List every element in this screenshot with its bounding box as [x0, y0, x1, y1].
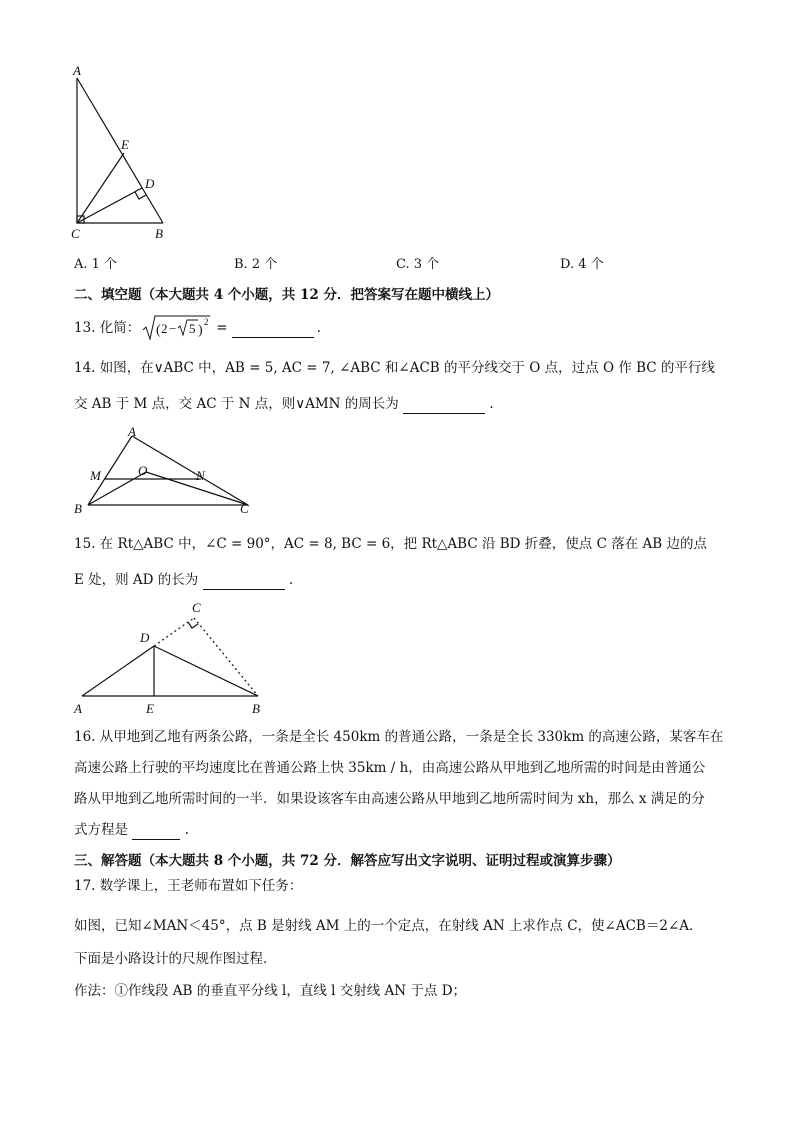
- q15-end: .: [288, 572, 294, 588]
- choice-d: D. 4 个: [560, 257, 604, 272]
- label-e: E: [121, 137, 129, 152]
- q15-line2: [74, 571, 293, 590]
- q13: [74, 314, 321, 342]
- svg-text:(: (: [156, 323, 161, 338]
- figure-q12: [66, 60, 186, 245]
- q15-line1: 15. 在 Rt△ABC 中，∠C = 90°，AC = 8, BC = 6，把 Rt△ABC 沿 BD 折叠，使点 C 落在 AB 边的点: [74, 536, 707, 552]
- q16-line4: [74, 821, 189, 840]
- q17-line1: 17. 数学课上，王老师布置如下任务：: [74, 878, 303, 894]
- q13-sqrt-expression: [142, 314, 212, 342]
- q15-line2-text: E 处，则 AD 的长为: [74, 572, 199, 588]
- svg-text:2: 2: [161, 321, 168, 336]
- right-angle-d: [135, 192, 146, 199]
- label-b: B: [155, 226, 163, 241]
- section3-heading: 三、解答题（本大题共 8 个小题，共 72 分．解答应写出文字说明、证明过程或演算步骤）: [74, 853, 621, 869]
- segment-ce: [77, 153, 124, 223]
- label-d: D: [140, 630, 150, 645]
- q16-line4-text: 式方程是: [74, 822, 128, 838]
- label-m: M: [90, 468, 101, 483]
- q13-prefix: 13. 化简：: [74, 320, 141, 336]
- q14-answer-blank[interactable]: [403, 395, 485, 414]
- q13-end: .: [316, 320, 321, 336]
- label-b: B: [74, 501, 82, 516]
- segment-ac: [132, 436, 248, 505]
- q16-answer-blank[interactable]: [132, 821, 180, 840]
- segment-ad: [82, 646, 154, 696]
- q14-end: .: [489, 396, 494, 412]
- label-d: D: [145, 176, 155, 191]
- section2-heading: 二、填空题（本大题共 4 个小题，共 12 分．把答案写在题中横线上）: [74, 287, 499, 303]
- label-a: A: [73, 63, 81, 78]
- figure-q14: [68, 420, 268, 520]
- svg-text:5: 5: [189, 321, 196, 336]
- segment-db: [154, 646, 258, 696]
- segment-ab: [77, 78, 163, 223]
- label-n: N: [196, 468, 205, 483]
- right-angle-c: [188, 622, 198, 628]
- svg-text:): ): [198, 323, 203, 338]
- figure-q15: [66, 596, 276, 721]
- choice-a: A. 1 个: [74, 257, 118, 272]
- q14-line1: 14. 如图，在∨ABC 中，AB = 5, AC = 7, ∠ABC 和∠ACB 的平分线交于 O 点，过点 O 作 BC 的平行线: [74, 360, 715, 376]
- choice-c: C. 3 个: [396, 257, 440, 272]
- svg-text:2: 2: [204, 317, 209, 327]
- label-e: E: [146, 701, 154, 716]
- segment-cd: [77, 188, 142, 223]
- label-c: C: [71, 226, 80, 241]
- q17-line4: 作法：①作线段 AB 的垂直平分线 l，直线 l 交射线 AN 于点 D；: [74, 983, 467, 999]
- q17-line3: 下面是小路设计的尺规作图过程．: [74, 951, 277, 967]
- label-c: C: [192, 600, 201, 615]
- q13-equals: =: [216, 320, 228, 336]
- q16-end: .: [184, 822, 189, 838]
- choice-b: B. 2 个: [234, 257, 278, 272]
- label-c: C: [240, 501, 249, 516]
- label-b: B: [252, 701, 260, 716]
- q14-line2: [74, 395, 494, 414]
- segment-cb-dashed: [194, 618, 258, 696]
- label-o: O: [138, 463, 148, 478]
- label-a: A: [128, 424, 136, 439]
- q16-line3: 路从甲地到乙地所需时间的一半．如果设该客车由高速公路从甲地到乙地所需时间为 xh，那么 x 满足的分: [74, 791, 705, 807]
- q16-line2: 高速公路上行驶的平均速度比在普通公路上快 35km / h，由高速公路从甲地到乙地所需的时间是由普通公: [74, 760, 706, 776]
- q14-line2-text: 交 AB 于 M 点，交 AC 于 N 点，则∨AMN 的周长为: [74, 396, 399, 412]
- label-a: A: [74, 701, 82, 716]
- q15-answer-blank[interactable]: [203, 571, 285, 590]
- svg-text:−: −: [169, 321, 177, 336]
- q17-line2: 如图，已知∠MAN＜45°，点 B 是射线 AM 上的一个定点，在射线 AN 上求作点 C，使∠ACB＝2∠A．: [74, 918, 703, 934]
- q16-line1: 16. 从甲地到乙地有两条公路，一条是全长 450km 的普通公路，一条是全长 330km 的高速公路，某客车在: [74, 729, 724, 745]
- q13-answer-blank[interactable]: [232, 319, 314, 338]
